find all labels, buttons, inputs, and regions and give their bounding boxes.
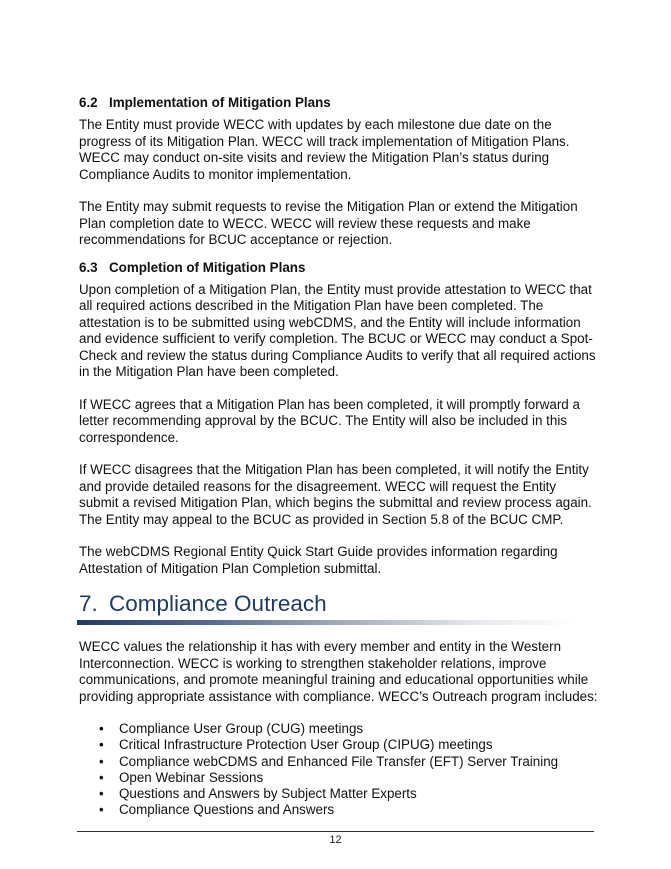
paragraph: If WECC disagrees that the Mitigation Plan has been completed, it will notify the Entity and provide detailed reasons for the disagreement. WECC will request the Entity submit a revised Mitigation Plan, which begins the submittal and review process again. The Entity may appeal to the BCUC as provided in Section 5.8 of the BCUC CMP. <box>79 462 592 527</box>
bullet-icon: • <box>99 769 104 785</box>
section-6-3-heading <box>79 259 599 276</box>
heading-gradient-rule <box>77 620 577 625</box>
section-number: 6.3 <box>79 259 98 275</box>
paragraph: If WECC agrees that a Mitigation Plan has been completed, it will promptly forward a letter recommending approval by the BCUC. The Entity will also be included in this correspondence. <box>79 396 580 445</box>
paragraph: The Entity must provide WECC with updates by each milestone due date on the progress of its Mitigation Plan. WECC will track implementation of Mitigation Plans. WECC may conduct on-site visits and review the Mitigation Plan’s status during Compliance Audits to monitor implementation. <box>79 117 570 182</box>
list-item: • Compliance webCDMS and Enhanced File Transfer (EFT) Server Training <box>99 753 559 769</box>
paragraph: Upon completion of a Mitigation Plan, the Entity must provide attestation to WECC that all required actions described in the Mitigation Plan have been completed. The attestation is to be submitted using webCDMS, and the Entity will include information and evidence sufficient to verify completion. The BCUC or WECC may conduct a Spot-Check and review the status during Compliance Audits to verify that all required actions in the Mitigation Plan have been completed. <box>79 281 596 379</box>
bullet-icon: • <box>99 737 104 753</box>
paragraph: The webCDMS Regional Entity Quick Start Guide provides information regarding Attestation of Mitigation Plan Completion submittal. <box>79 544 558 576</box>
footer-divider <box>77 831 594 832</box>
bullet-icon: • <box>99 721 104 736</box>
list-item: • Questions and Answers by Subject Matter Experts <box>99 786 417 802</box>
page-number: 12 <box>329 834 342 846</box>
list-item: • Compliance Questions and Answers <box>99 802 335 818</box>
section-number: 7. <box>79 591 98 616</box>
bullet-icon: • <box>99 802 104 818</box>
bullet-icon: • <box>99 786 104 802</box>
section-title: Implementation of Mitigation Plans <box>109 95 331 110</box>
list-item: • Open Webinar Sessions <box>99 769 264 785</box>
list-item: • Critical Infrastructure Protection User Group (CIPUG) meetings <box>99 737 493 753</box>
bullet-icon: • <box>99 753 104 769</box>
paragraph: WECC values the relationship it has with every member and entity in the Western Interconnection. WECC is working to strengthen stakeholder relations, improve communications, and promote meaningful training and educational opportunities while providing appropriate assistance with compliance. WECC’s Outreach program includes: <box>79 639 598 704</box>
section-number: 6.2 <box>79 95 98 110</box>
page-content <box>79 94 599 819</box>
section-title: Completion of Mitigation Plans <box>109 259 306 275</box>
section-title: Compliance Outreach <box>109 591 327 616</box>
list-item: • Compliance User Group (CUG) meetings <box>99 721 364 736</box>
outreach-list <box>99 721 599 819</box>
section-7-heading <box>79 591 599 617</box>
section-6-2-heading <box>79 94 599 111</box>
paragraph: The Entity may submit requests to revise the Mitigation Plan or extend the Mitigation Plan completion date to WECC. WECC will review these requests and make recommendations for BCUC acceptance or rejection. <box>79 199 578 247</box>
